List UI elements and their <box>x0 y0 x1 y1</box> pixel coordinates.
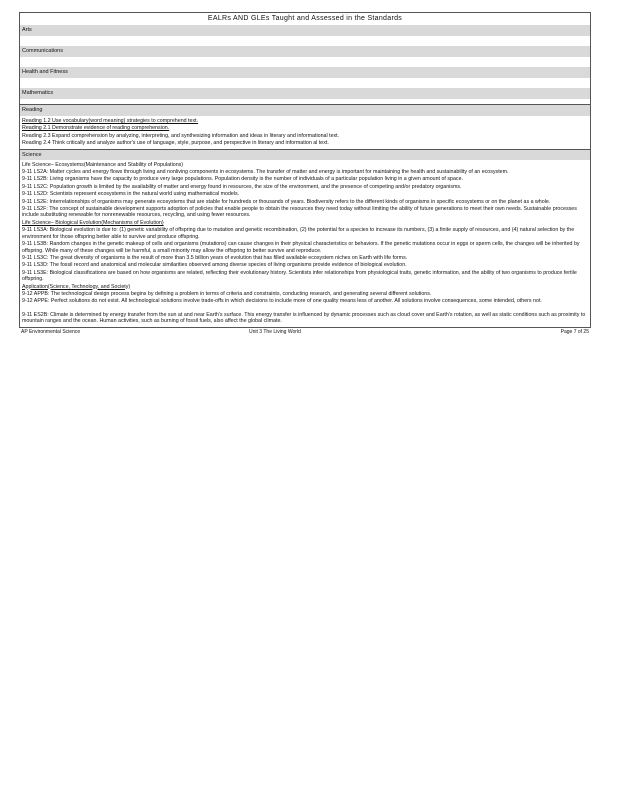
science-subheading: Life Science– Biological Evolution(Mechanisms of Evolution) <box>22 219 164 226</box>
section-communications: Communications <box>20 46 590 57</box>
standard-item: 9-11 LS2C: Population growth is limited by the availability of matter and energy found in resources, the size of the environment, and the presence of competing and/or predatory organisms. <box>22 183 462 190</box>
section-science: Science <box>20 149 590 160</box>
standard-item: 9-11 LS2A: Matter cycles and energy flows through living and nonliving components in ecosystems. The transfer of matter and energy is important for maintaining the health and sustainability of an ecosystem. <box>22 169 509 176</box>
standard-item: 9-11 LS2E: Interrelationships of organisms may generate ecosystems that are stable for hundreds or thousands of years. Biodiversity refers to the different kinds of organisms in specific ecosystems or on the planet as a whole. <box>22 198 551 205</box>
footer-unit: Unit 3 The Living World <box>249 328 301 335</box>
section-reading: Reading <box>20 104 590 116</box>
standards-table <box>19 12 591 327</box>
standard-item: 9-12 APPB: The technological design process begins by defining a problem in terms of criteria and constraints, conducting research, and generating several different solutions. <box>22 290 432 297</box>
science-subheading: Application(Science, Technology, and Society) <box>22 283 131 290</box>
standard-item: 9-11 ES2B: Climate is determined by energy transfer from the sun at and near Earth's surface. This energy transfer is influenced by dynamic processes such as cloud cover and Earth's rotation, as well as static conditions such as proximity to mountain ranges and the ocean. Human activities, such as burning of fossil fuels, also affect the global climate. <box>22 311 586 325</box>
reading-content <box>20 116 590 149</box>
footer-course: AP Environmental Science <box>21 328 81 335</box>
section-health-fitness: Health and Fitness <box>20 67 590 78</box>
document-page <box>19 12 591 337</box>
standard-item: 9-11 LS2D: Scientists represent ecosystems in the natural world using mathematical models. <box>22 191 240 198</box>
page-footer <box>19 327 591 337</box>
science-content <box>20 160 590 327</box>
standard-item: 9-12 APPE: Perfect solutions do not exist. All technological solutions involve trade-offs in which decisions to include more of one quality means less of another. All solutions involve consequences, some intended, others not. <box>22 298 542 305</box>
footer-page-number: Page 7 of 25 <box>560 328 589 335</box>
standard-item: 9-11 LS2F: The concept of sustainable development supports adoption of policies that enable people to obtain the resources they need today without limiting the ability of future generations to meet their own needs. Sustainable processes include substituting renewable for nonrenewable resources, recycling, and using fewer resources. <box>22 206 577 219</box>
page-title: EALRs AND GLEs Taught and Assessed in the Standards <box>207 15 403 22</box>
standard-item: 9-11 LS3E: Biological classifications are based on how organisms are related, reflecting their evolutionary history. Scientists infer relationships from physiological traits, genetic information, and the ability of two organisms to produce fertile offspring. <box>22 269 577 283</box>
standard-item: 9-11 LS3A: Biological evolution is due to: (1) genetic variability of offspring due to mutation and genetic recombination, (2) the potential for a species to increase its numbers, (3) a finite supply of resources, and (4) natural selection by the environment for those offspring better able to survive and produce offspring. <box>22 227 575 240</box>
standard-item: 9-11 LS3D: The fossil record and anatomical and molecular similarities observed among diverse species of living organisms provide evidence of biological evolution. <box>22 262 407 269</box>
section-mathematics: Mathematics <box>20 88 590 99</box>
reading-item: Reading 2.4 Think critically and analyze author's use of language, style, purpose, and perspective in literary and information al text. <box>22 140 329 147</box>
science-subheading: Life Science– Ecosystems(Maintenance and Stability of Populations) <box>22 161 184 168</box>
reading-item: Reading 2.3 Expand comprehension by analyzing, interpreting, and synthesizing information and ideas in literary and informational text. <box>22 132 340 139</box>
standard-item: 9-11 LS3C: The great diversity of organisms is the result of more than 3.5 billion years of evolution that has filled available ecosystem niches on Earth with life forms. <box>22 254 408 261</box>
section-arts: Arts <box>20 25 590 36</box>
reading-item: Reading 2.1 Demonstrate evidence of reading comprehension. <box>22 125 170 132</box>
reading-item: Reading 1.2 Use vocabulary(word meaning) strategies to comprehend text. <box>22 118 199 124</box>
standard-item: 9-11 LS3B: Random changes in the genetic makeup of cells and organisms (mutations) can cause changes in their physical characteristics or behaviors. If the genetic mutations occur in eggs or sperm cells, the changes will be inherited by offspring. While many of these changes will be harmful, a small minority may allow the offspring to better survive and reproduce. <box>22 241 580 254</box>
standard-item: 9-11 LS2B: Living organisms have the capacity to produce very large populations. Population density is the number of individuals of a particular population living in a given amount of space. <box>22 176 463 183</box>
